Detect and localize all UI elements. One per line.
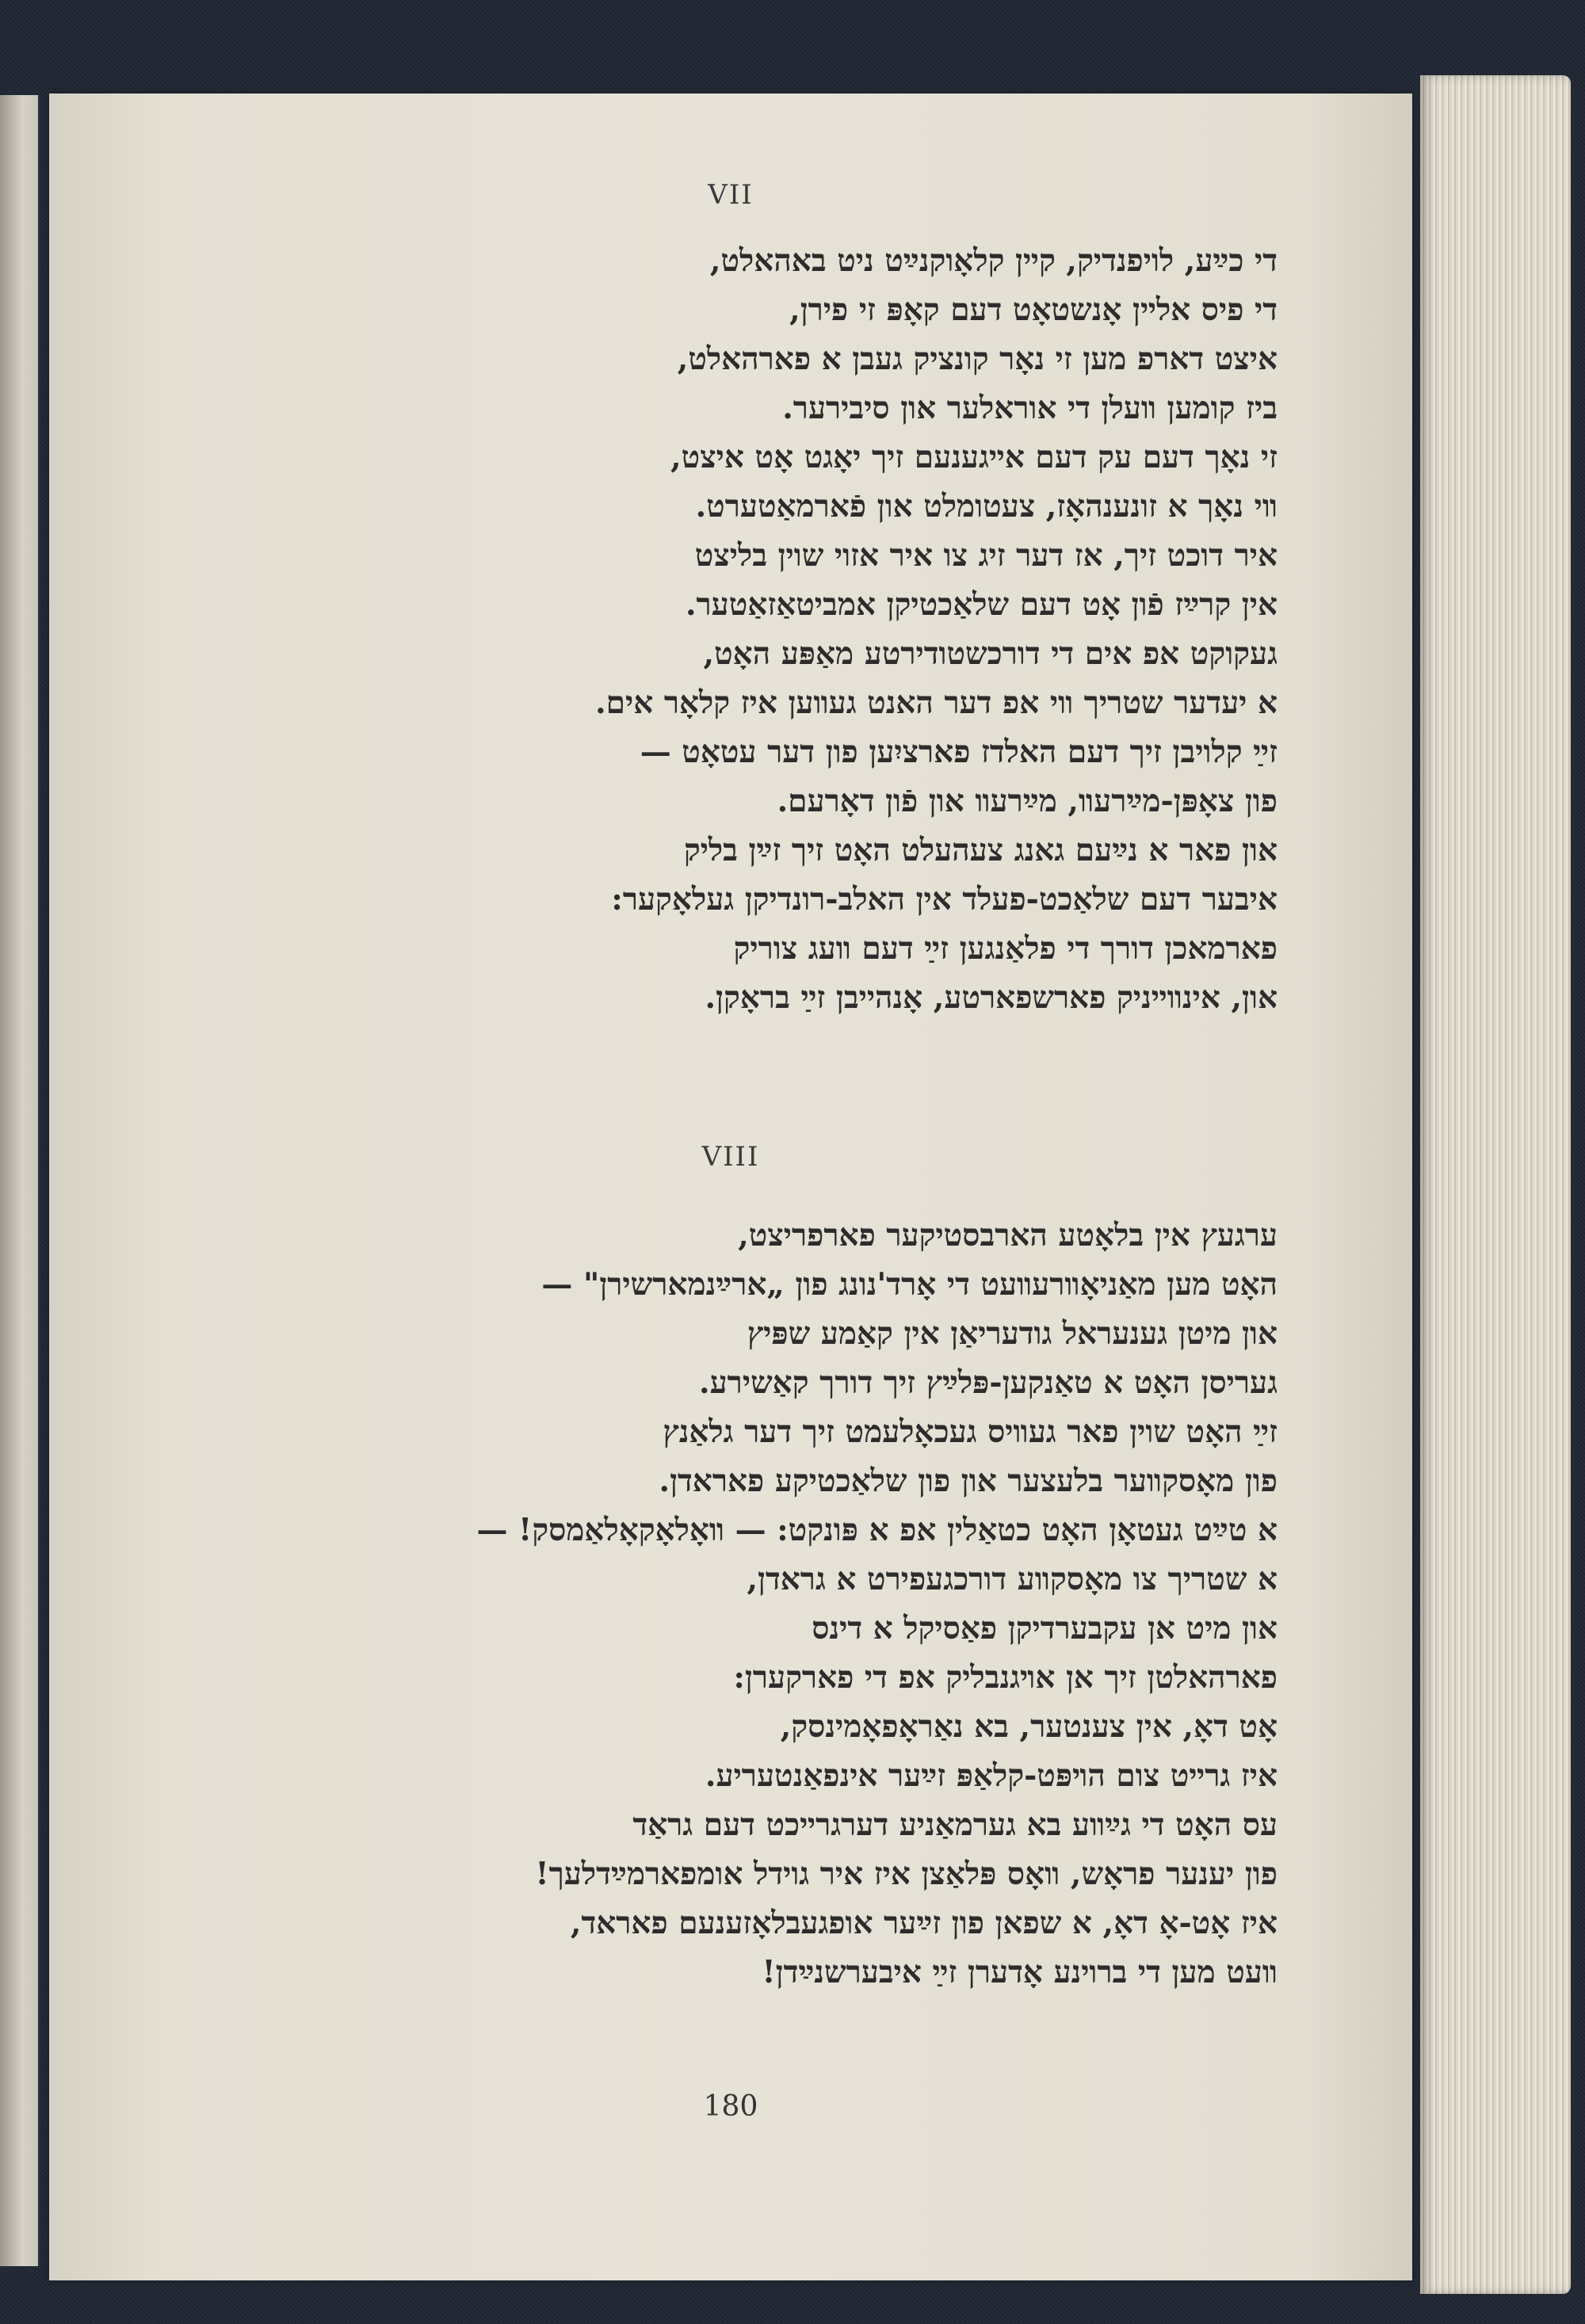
stanza-viii <box>287 1211 1278 1997</box>
poem-line: װי נאָך א זונענהאָז, צעטומלט און פֿארמאַטערט. <box>695 488 1278 525</box>
poem-line: אין קרײַז פֿון אָט דעם שלאַכטיקן אמביטאַזאַטער. <box>685 586 1278 623</box>
poem-line: די כײַע, לויפנדיק, קײן קלאָוקנײַט ניט באהאלט, <box>709 242 1278 279</box>
poem-line: א שטריך צו מאָסקװע דורכגעפירט א גראדן, <box>747 1561 1278 1597</box>
poem-line: אָט דאָ, אין צענטער, בא נאַראָפאָמינסק, <box>780 1708 1278 1745</box>
poem-line: פון יענער פראָש, װאָס פּלאַצן איז איר גוידל אומפארמײַדלעך! <box>535 1856 1278 1892</box>
poem-line: געקוקט אפ אים די דורכשטודירטע מאַפּע האָט, <box>703 635 1278 672</box>
previous-page-edge <box>0 95 40 2266</box>
poem-line: האָט מען מאַניאָװרעװעט די אָרד'נונג פון „ארײַנמארשירן" — <box>541 1266 1278 1303</box>
poem-line: איבער דעם שלאַכט-פעלד אין האלב-רונדיקן געלאָקער: <box>611 881 1278 918</box>
poem-line: און מיט אן עקבערדיקן פאַסיקל א דינס <box>812 1610 1278 1647</box>
poem-line: איצט דארפ מען זי נאָר קונציק געבן א פארהאלט, <box>677 341 1278 377</box>
poem-line: און, אינװײניק פארשפארטע, אָנהייבן זײַ בראָקן. <box>705 979 1278 1016</box>
page-number: 180 <box>703 2090 758 2123</box>
poem-line: איר דוכט זיך, אז דער זיג צו איר אזוי שוין בליצט <box>694 537 1278 574</box>
poem-line: איז אָט-אָ דאָ, א שפאן פון זײַער אופגעבלאָזענעם פאראד, <box>570 1905 1278 1941</box>
poem-line: פארהאלטן זיך אן אױגנבליק אפ די פארקערן: <box>733 1659 1278 1696</box>
poem-line: און פאר א נײַעם גאנג צעהעלט האָט זיך זײַן בליק <box>683 832 1278 868</box>
page-block-edges <box>1420 75 1571 2294</box>
poem-line: זי נאָך דעם עק דעם אײגענעם זיך יאָגט אָט איצט, <box>670 439 1278 475</box>
poem-line: פון צאָפּן-מײַרעװ, מײַרעװ און פֿון דאָרעם. <box>777 783 1278 819</box>
stanza-vii <box>287 236 1278 1022</box>
poem-line: די פיס אלײן אָנשטאָט דעם קאָפּ זי פירן, <box>789 292 1278 328</box>
poem-line: און מיטן גענעראל גודעריאַן אין קאַמע שפּיץ <box>747 1315 1278 1352</box>
poem-line: עס האָט די גײַװע בא גערמאַניע דערגרײכט דעם גראַד <box>632 1807 1278 1843</box>
poem-line: װעט מען די ברוינע אָדערן זײַ איבערשנײַדן! <box>762 1954 1278 1990</box>
poem-line: פארמאכן דורך די פלאַנגען זײַ דעם װעג צוריק <box>733 930 1278 967</box>
section-heading-vii: VII <box>708 179 754 211</box>
poem-line: א יעדער שטריך װי אפ דער האנט געװען איז קלאָר אים. <box>595 685 1278 721</box>
poem-line: איז גרײט צום הױפּט-קלאַפּ זײַער אינפאַנטעריע. <box>705 1757 1278 1794</box>
poem-line: א טײַט געטאָן האָט כטאַלין אפ א פּונקט: — װאָלאָקאָלאַמסק! — <box>476 1512 1278 1548</box>
poem-line: געריסן האָט א טאַנקען-פּלײַץ זיך דורך קאַשירע. <box>699 1364 1278 1401</box>
poem-line: פון מאָסקװער בלעצער און פון שלאַכטיקע פאראדן. <box>659 1463 1278 1499</box>
book-page <box>49 93 1412 2280</box>
poem-line: זײַ האָט שוין פאר געװיס געכאָלעמט זיך דער גלאַנץ <box>663 1414 1278 1450</box>
poem-line: ביז קומען װעלן די אוראלער און סיבירער. <box>782 390 1278 426</box>
poem-line: ערגעץ אין בלאָטע הארבסטיקער פארפריצט, <box>738 1217 1278 1254</box>
poem-line: זײַ קלויבן זיך דעם האלדז פארציִען פון דער עטאָט — <box>640 734 1278 770</box>
section-heading-viii: VIII <box>701 1141 760 1173</box>
